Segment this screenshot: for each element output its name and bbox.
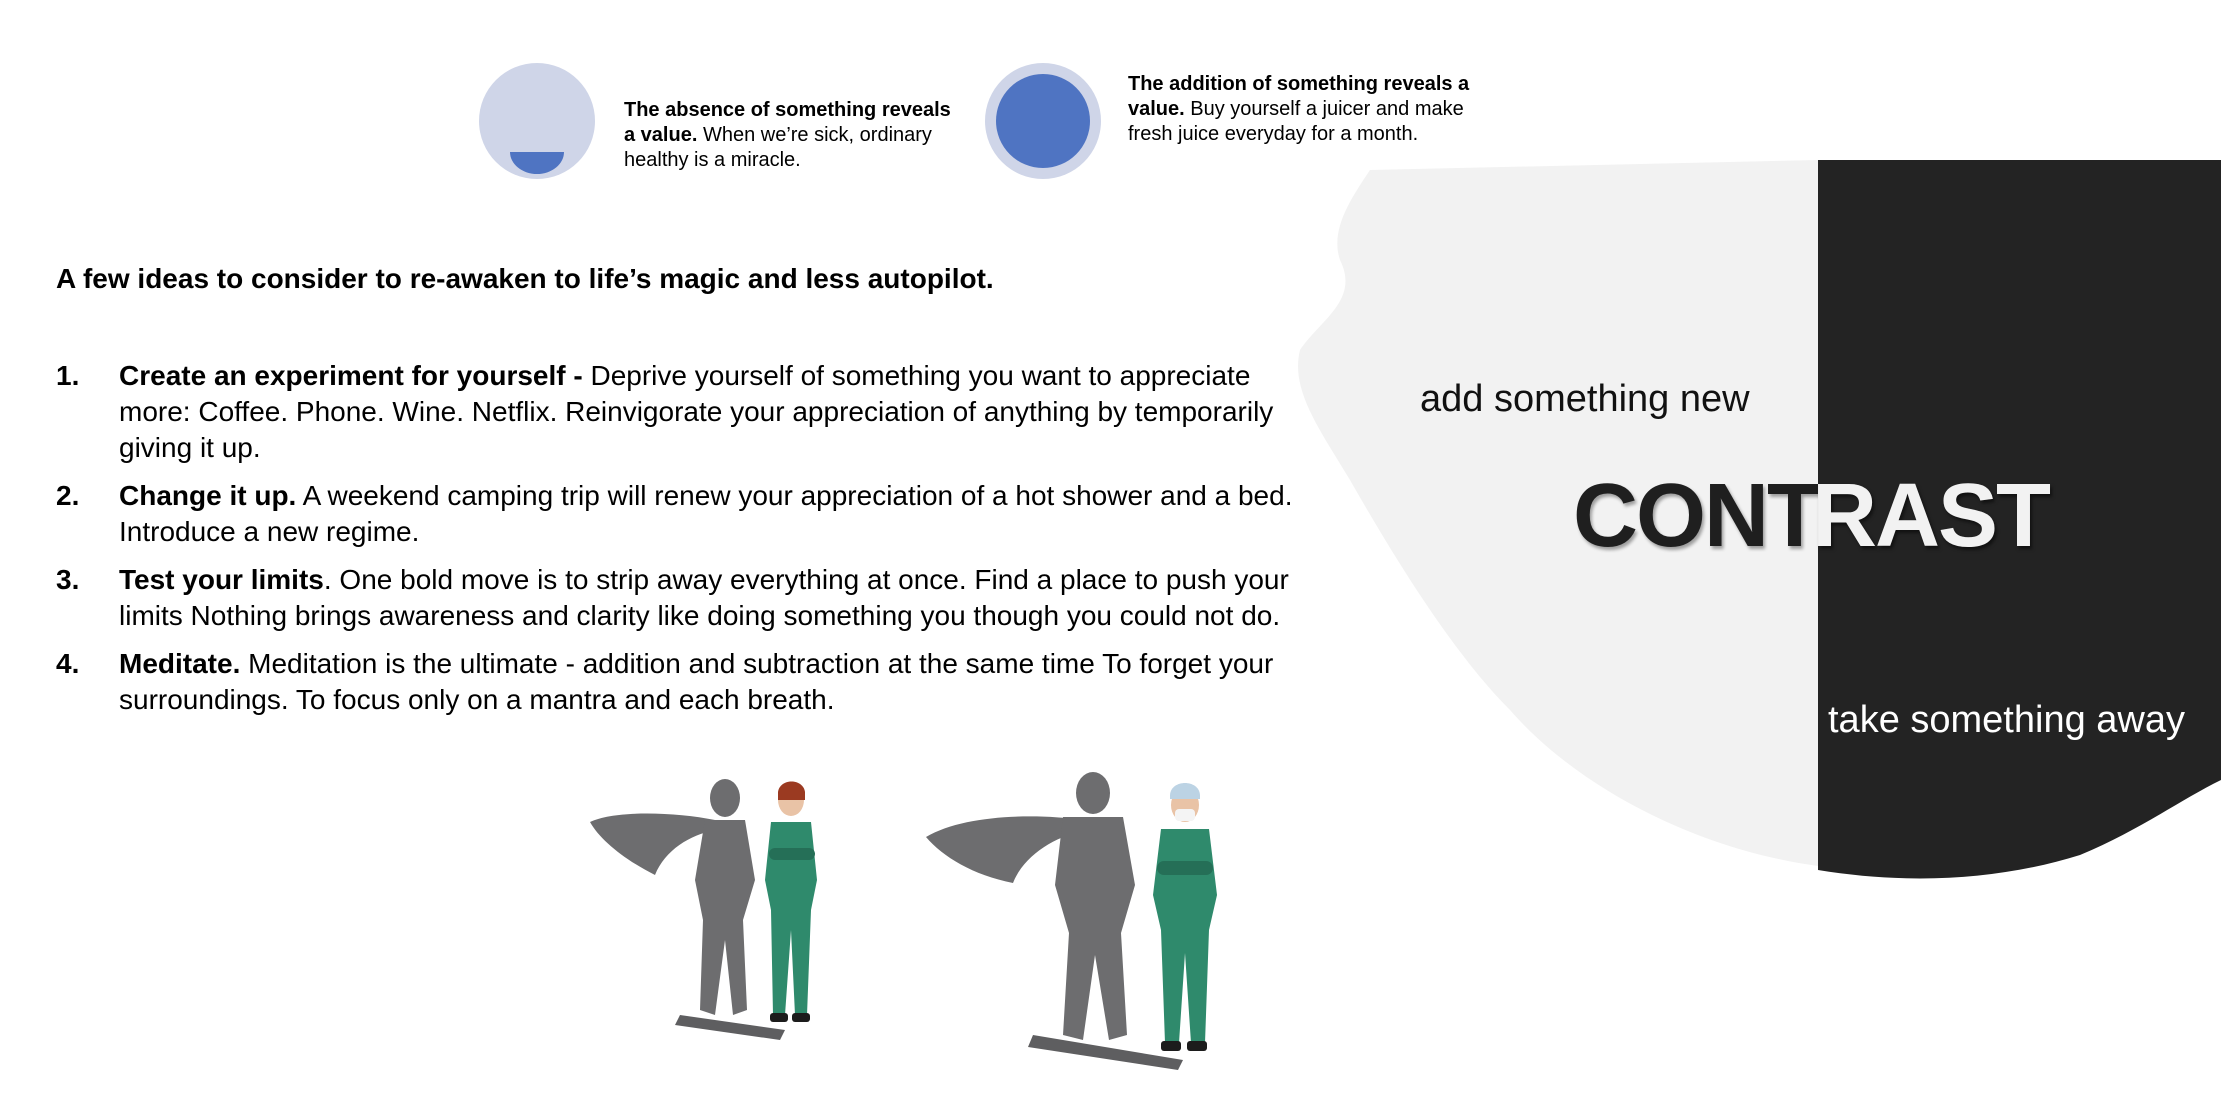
item-lead: Meditate.: [119, 648, 241, 679]
item-text: . One bold move is to strip away everything at once. Find a place to push your limits Nothing brings awareness and clarity like doing something you though you could not do.: [119, 564, 1289, 631]
absence-callout-bold: The absence of something reveals a value.: [624, 99, 951, 146]
list-item: [56, 358, 1296, 466]
add-something-label: add something new: [1420, 378, 1750, 420]
item-number: 1.: [56, 360, 80, 391]
list-item: [56, 562, 1296, 634]
item-number: 4.: [56, 648, 80, 679]
addition-callout-body: Buy yourself a juicer and make fresh juice everyday for a month.: [1128, 98, 1464, 145]
list-item: [56, 478, 1296, 550]
take-something-label: take something away: [1828, 699, 2185, 741]
item-lead: Test your limits: [119, 564, 324, 595]
full-circle-icon: [984, 62, 1102, 180]
item-number: 2.: [56, 480, 80, 511]
item-number: 3.: [56, 564, 80, 595]
item-text: Meditation is the ultimate - addition and subtraction at the same time To forget your surroundings. To focus only on a mantra and each breath.: [119, 648, 1274, 715]
addition-callout-bold: The addition of something reveals a value.: [1128, 73, 1470, 120]
page-heading: A few ideas to consider to re-awaken to life’s magic and less autopilot.: [56, 263, 994, 294]
item-lead: Create an experiment for yourself -: [119, 360, 591, 391]
empty-circle-icon: [478, 62, 596, 180]
female-nurse-superhero-illustration: [585, 770, 845, 1048]
list-item: [56, 646, 1296, 718]
item-text: Deprive yourself of something you want to appreciate more: Coffee. Phone. Wine. Netflix. Reinvigorate your appreciation of anything by temporarily giving it up.: [119, 360, 1274, 463]
absence-callout-text: [624, 98, 964, 173]
addition-callout-text: [1128, 72, 1478, 147]
male-nurse-superhero-illustration: [923, 765, 1243, 1079]
item-text: A weekend camping trip will renew your appreciation of a hot shower and a bed. Introduce a new regime.: [119, 480, 1293, 547]
absence-callout-body: When we’re sick, ordinary healthy is a miracle.: [624, 124, 932, 171]
contrast-word-right: RAST: [1812, 466, 2049, 566]
ideas-list: [56, 358, 1296, 730]
contrast-word-left: CONT: [1573, 466, 1820, 566]
item-lead: Change it up.: [119, 480, 297, 511]
